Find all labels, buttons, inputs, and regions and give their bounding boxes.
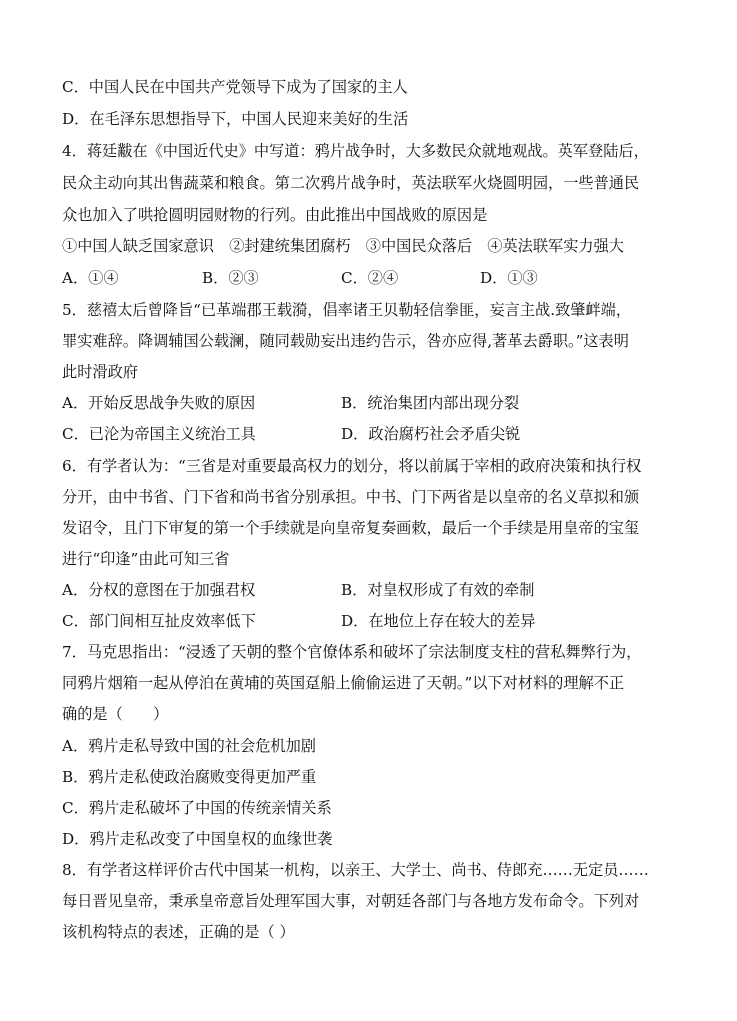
q4-stem-line3: 众也加入了哄抢圆明园财物的行列。由此推出中国战败的原因是: [62, 206, 488, 224]
q6-stem-line1: 6．有学者认为：“三省是对重要最高权力的划分，将以前属于宰相的政府决策和执行权: [62, 457, 642, 475]
q4-option-a: A．①④: [62, 269, 119, 287]
q7-option-c: C．鸦片走私破坏了中国的传统亲情关系: [62, 799, 332, 817]
q5-stem-line1: 5．慈禧太后曾降旨“已革端郡王载漪，倡率诸王贝勒轻信拳匪，妄言主战.致肇衅端，: [62, 301, 632, 319]
q4-stem-line2: 民众主动向其出售蔬菜和粮食。第二次鸦片战争时，英法联军火烧圆明园，一些普通民: [62, 174, 640, 192]
q5-stem-line2: 罪实难辞。降调辅国公载澜，随同载勋妄出违约告示，咎亦应得,著革去爵职。”这表明: [62, 332, 629, 350]
q4-option-c: C．②④: [341, 269, 399, 287]
q5-stem-line3: 此时滑政府: [62, 363, 138, 381]
q5-option-d: D．政治腐朽社会矛盾尖锐: [341, 425, 521, 443]
q7-option-a: A．鸦片走私导致中国的社会危机加剧: [62, 737, 316, 755]
q4-items: ①中国人缺乏国家意识 ②封建统集团腐朽 ③中国民众落后 ④英法联军实力强大: [62, 237, 624, 255]
q5-option-a: A．开始反思战争失败的原因: [62, 394, 256, 412]
q8-stem-line1: 8．有学者这样评价古代中国某一机构，以亲王、大学士、尚书、侍郎充……无定员……: [62, 861, 649, 879]
q7-stem-line3: 确的是（ ）: [62, 705, 169, 723]
q7-stem-line1: 7．马克思指出：“浸透了天朝的整个官僚体系和破坏了宗法制度支柱的营私舞弊行为，: [62, 643, 642, 661]
q4-stem-line1: 4．蒋廷黻在《中国近代史》中写道：鸦片战争时，大多数民众就地观战。英军登陆后，: [62, 142, 649, 160]
q6-option-c: C．部门间相互扯皮效率低下: [62, 612, 256, 630]
option-c-prev: C．中国人民在中国共产党领导下成为了国家的主人: [62, 78, 408, 96]
q7-option-d: D．鸦片走私改变了中国皇权的血缘世袭: [62, 830, 333, 848]
q7-stem-line2: 同鸦片烟箱一起从停泊在黄埔的英国趸船上偷偷运进了天朝。”以下对材料的理解不正: [62, 674, 625, 692]
q7-option-b: B．鸦片走私使政治腐败变得更加严重: [62, 768, 317, 786]
q5-option-c: C．已沦为帝国主义统治工具: [62, 425, 256, 443]
q6-option-a: A．分权的意图在于加强君权: [62, 581, 256, 599]
q6-stem-line4: 进行“印逢”由此可知三省: [62, 550, 230, 568]
q5-option-b: B．统治集团内部出现分裂: [341, 394, 520, 412]
q4-option-b: B．②③: [202, 269, 259, 287]
q6-option-d: D．在地位上存在较大的差异: [341, 612, 536, 630]
q8-stem-line2: 每日晋见皇帝，秉承皇帝意旨处理军国大事，对朝廷各部门与各地方发布命令。下列对: [62, 892, 640, 910]
option-d-prev: D．在毛泽东思想指导下，中国人民迎来美好的生活: [62, 110, 409, 128]
q8-stem-line3: 该机构特点的表述，正确的是（ ）: [62, 923, 295, 941]
q6-stem-line2: 分开，由中书省、门下省和尚书省分别承担。中书、门下两省是以皇帝的名义草拟和颁: [62, 488, 640, 506]
q6-option-b: B．对皇权形成了有效的牵制: [341, 581, 535, 599]
q6-stem-line3: 发诏令，且门下审复的第一个手续就是向皇帝复奏画敕，最后一个手续是用皇帝的宝玺: [62, 519, 640, 537]
q4-option-d: D．①③: [480, 269, 538, 287]
